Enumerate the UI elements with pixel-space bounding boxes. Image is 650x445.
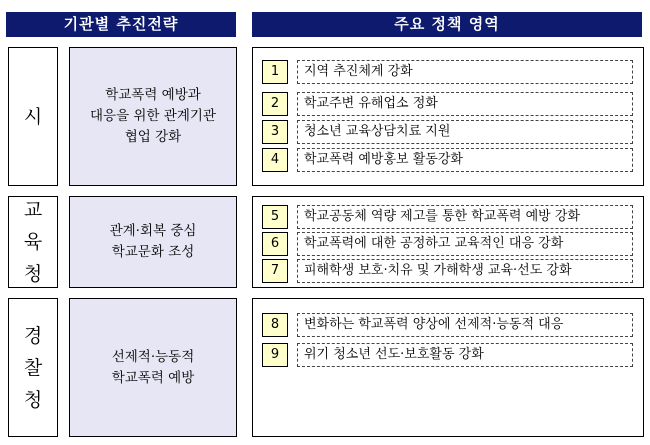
policy-item xyxy=(253,60,643,84)
org-police-char: 청 xyxy=(23,388,43,411)
strategy-education-office-text: 관계·회복 중심 학교문화 조성 xyxy=(109,223,197,260)
org-education-office-char: 교 xyxy=(23,199,43,221)
org-education-office-char: 청 xyxy=(23,263,43,285)
org-police xyxy=(8,298,58,437)
policy-item xyxy=(253,148,643,172)
policy-item xyxy=(253,205,643,229)
policy-item xyxy=(253,92,643,116)
strategy-city xyxy=(69,47,237,186)
strategy-police xyxy=(69,298,237,437)
policy-number: 2 xyxy=(262,92,288,116)
policy-number: 9 xyxy=(262,343,288,367)
policy-number: 6 xyxy=(262,232,288,256)
strategy-city-text: 학교폭력 예방과 대응을 위한 관계기관 협업 강화 xyxy=(90,87,216,145)
header-policy-area: 주요 정책 영역 xyxy=(252,12,642,37)
policy-number: 4 xyxy=(262,148,288,172)
policy-item xyxy=(253,232,643,256)
policy-number: 8 xyxy=(262,313,288,337)
policy-box-police xyxy=(252,298,644,437)
policy-text: 학교폭력 예방홍보 활동강화 xyxy=(297,148,633,172)
policy-item xyxy=(253,343,643,367)
policy-box-city xyxy=(252,47,644,186)
org-education-office xyxy=(8,196,58,288)
policy-text: 변화하는 학교폭력 양상에 선제적·능동적 대응 xyxy=(297,313,633,337)
strategy-education-office xyxy=(69,196,237,288)
policy-item xyxy=(253,313,643,337)
policy-text: 피해학생 보호·치유 및 가해학생 교육·선도 강화 xyxy=(297,259,633,283)
policy-number: 1 xyxy=(262,60,288,84)
policy-item xyxy=(253,259,643,283)
org-city-char: 시 xyxy=(23,105,43,128)
strategy-police-text: 선제적·능동적 학교폭력 예방 xyxy=(111,348,195,386)
policy-text: 위기 청소년 선도·보호활동 강화 xyxy=(297,343,633,367)
policy-text: 청소년 교육상담치료 지원 xyxy=(297,120,633,144)
policy-number: 7 xyxy=(262,259,288,283)
policy-text: 학교폭력에 대한 공정하고 교육적인 대응 강화 xyxy=(297,232,633,256)
policy-box-education-office xyxy=(252,196,644,288)
org-police-char: 찰 xyxy=(23,356,43,379)
org-police-char: 경 xyxy=(23,324,43,347)
policy-text: 학교공동체 역량 제고를 통한 학교폭력 예방 강화 xyxy=(297,205,633,229)
policy-item xyxy=(253,120,643,144)
policy-text: 지역 추진체계 강화 xyxy=(297,60,633,84)
header-strategy: 기관별 추진전략 xyxy=(6,12,236,37)
org-education-office-char: 육 xyxy=(23,231,43,253)
org-city xyxy=(8,47,58,186)
policy-text: 학교주변 유해업소 정화 xyxy=(297,92,633,116)
policy-number: 5 xyxy=(262,205,288,229)
policy-number: 3 xyxy=(262,120,288,144)
